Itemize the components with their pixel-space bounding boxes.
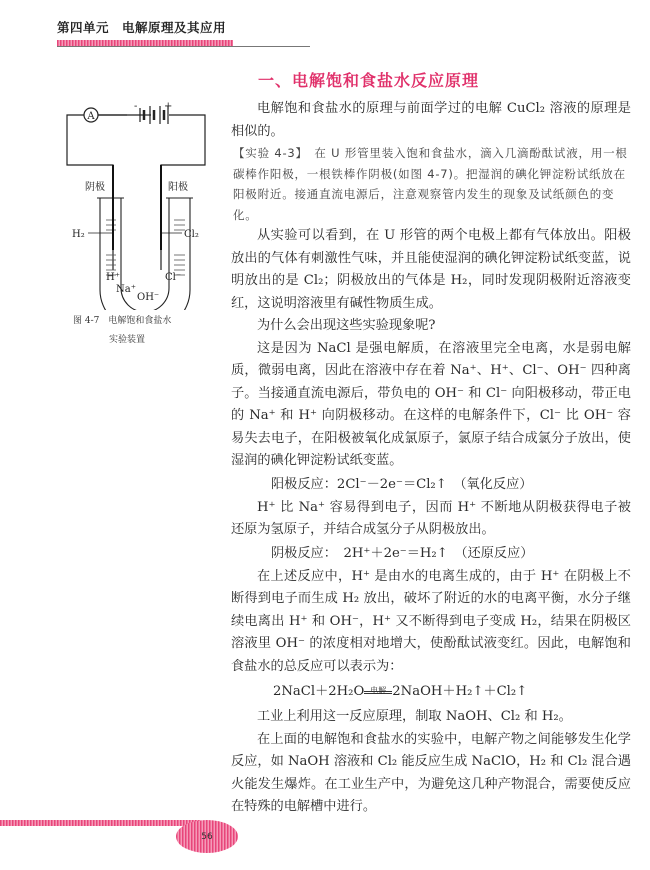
paragraph-intro: 电解饱和食盐水的原理与前面学过的电解 CuCl₂ 溶液的原理是相似的。: [231, 101, 631, 139]
total-reaction: [231, 680, 631, 704]
svg-text:-: -: [134, 101, 138, 112]
paragraph-industry: 工业上利用这一反应原理，制取 NaOH、Cl₂ 和 H₂。: [257, 709, 572, 724]
figure-caption-line1: 图 4-7 电解饱和食盐水: [73, 316, 172, 326]
page-number-badge: [176, 820, 238, 853]
unit-title: 第四单元 电解原理及其应用: [57, 20, 227, 35]
page-number: 56: [201, 831, 213, 842]
cathode-reaction: 阴极反应： 2H⁺＋2e⁻＝H₂↑ （还原反应）: [271, 545, 534, 561]
header-rule: [57, 46, 310, 47]
cl2-label: Cl₂: [184, 229, 199, 240]
electrolysis-arrow: [364, 686, 392, 695]
h-plus-label: H⁺: [106, 272, 120, 283]
anode-label: 阳极: [168, 182, 188, 193]
na-plus-label: Na⁺: [116, 284, 136, 295]
body-text: [231, 98, 631, 819]
electrolysis-condition: 电解: [370, 686, 387, 695]
paragraph-explanation: 这是因为 NaCl 是强电解质，在溶液里完全电离，水是弱电解质，微弱电离，因此在溶液中存在着 Na⁺、H⁺、Cl⁻、OH⁻ 四种离子。当接通直流电源后，带负电的 OH⁻ 和 Cl⁻ 向阳极移动，带正电的 Na⁺ 和 H⁺ 向阴极移动。在这样的电解条件下，Cl⁻ 比 OH⁻ 容易失去电子，在阳极被氧化成氯原子，氯原子结合成氯分子放出，使湿润的碘化钾淀粉试纸变蓝。: [231, 340, 631, 468]
paragraph-observation: 从实验可以看到，在 U 形管的两个电极上都有气体放出。阳极放出的气体有刺激性气味，并且能使湿润的碘化钾淀粉试纸变蓝，说明放出的是 Cl₂；阴极放出的气体是 H₂，同时发现阴极附近溶液变红，这说明溶液里有碱性物质生成。: [231, 228, 631, 311]
paragraph-products: 在上面的电解饱和食盐水的实验中，电解产物之间能够发生化学反应，如 NaOH 溶液和 Cl₂ 能反应生成 NaClO，H₂ 和 Cl₂ 混合遇火能发生爆炸。在工业生产中，为避免这几种产物混合，需要使反应在特殊的电解槽中进行。: [231, 731, 631, 814]
total-reaction-right: 2NaOH＋H₂↑＋Cl₂↑: [392, 684, 528, 699]
figure-caption: [73, 312, 171, 350]
h2-label: H₂: [72, 229, 85, 240]
svg-text:+: +: [164, 101, 173, 112]
anode-reaction: 阳极反应：2Cl⁻－2e⁻＝Cl₂↑ （氧化反应）: [271, 476, 533, 492]
total-reaction-left: 2NaCl＋2H₂O: [273, 684, 365, 699]
paragraph-cathode: H⁺ 比 Na⁺ 容易得到电子，因而 H⁺ 不断地从阴极获得电子被还原为氢原子，并结合成氢分子从阴极放出。: [231, 499, 631, 537]
experiment-4-3: 【实验 4-3】 在 U 形管里装入饱和食盐水，滴入几滴酚酞试液，用一根碳棒作阳极，一根铁棒作阴极(如图 4-7)。把湿润的碘化钾淀粉试纸放在阳极附近。接通直流电源后，注意观察管内发生的现象及试纸颜色的变化。: [233, 146, 628, 222]
ammeter-icon: [84, 108, 98, 122]
oh-minus-label: OH⁻: [137, 292, 160, 303]
paragraph-equilibrium: 在上述反应中，H⁺ 是由水的电离生成的，由于 H⁺ 在阴极上不断得到电子而生成 H₂ 放出，破坏了附近的水的电离平衡，水分子继续电离出 H⁺ 和 OH⁻，H⁺ 又不断得到电子变成 H₂，结果在阴极区溶液里 OH⁻ 的浓度相对地增大，使酚酞试液变红。因此，电解饱和食盐水的总反应可以表示为：: [231, 568, 631, 674]
svg-text:A: A: [87, 111, 95, 122]
footer-decorative-bar: [0, 820, 200, 826]
cathode-label: 阴极: [85, 182, 105, 193]
section-heading: 一、电解饱和食盐水反应原理: [258, 71, 480, 90]
paragraph-question: 为什么会出现这些实验现象呢?: [257, 318, 436, 333]
solution-level-lines: [106, 220, 185, 275]
figure-caption-line2: 实验装置: [109, 335, 146, 345]
cl-minus-label: Cl⁻: [165, 272, 182, 283]
electrolysis-apparatus-figure: [40, 95, 240, 310]
